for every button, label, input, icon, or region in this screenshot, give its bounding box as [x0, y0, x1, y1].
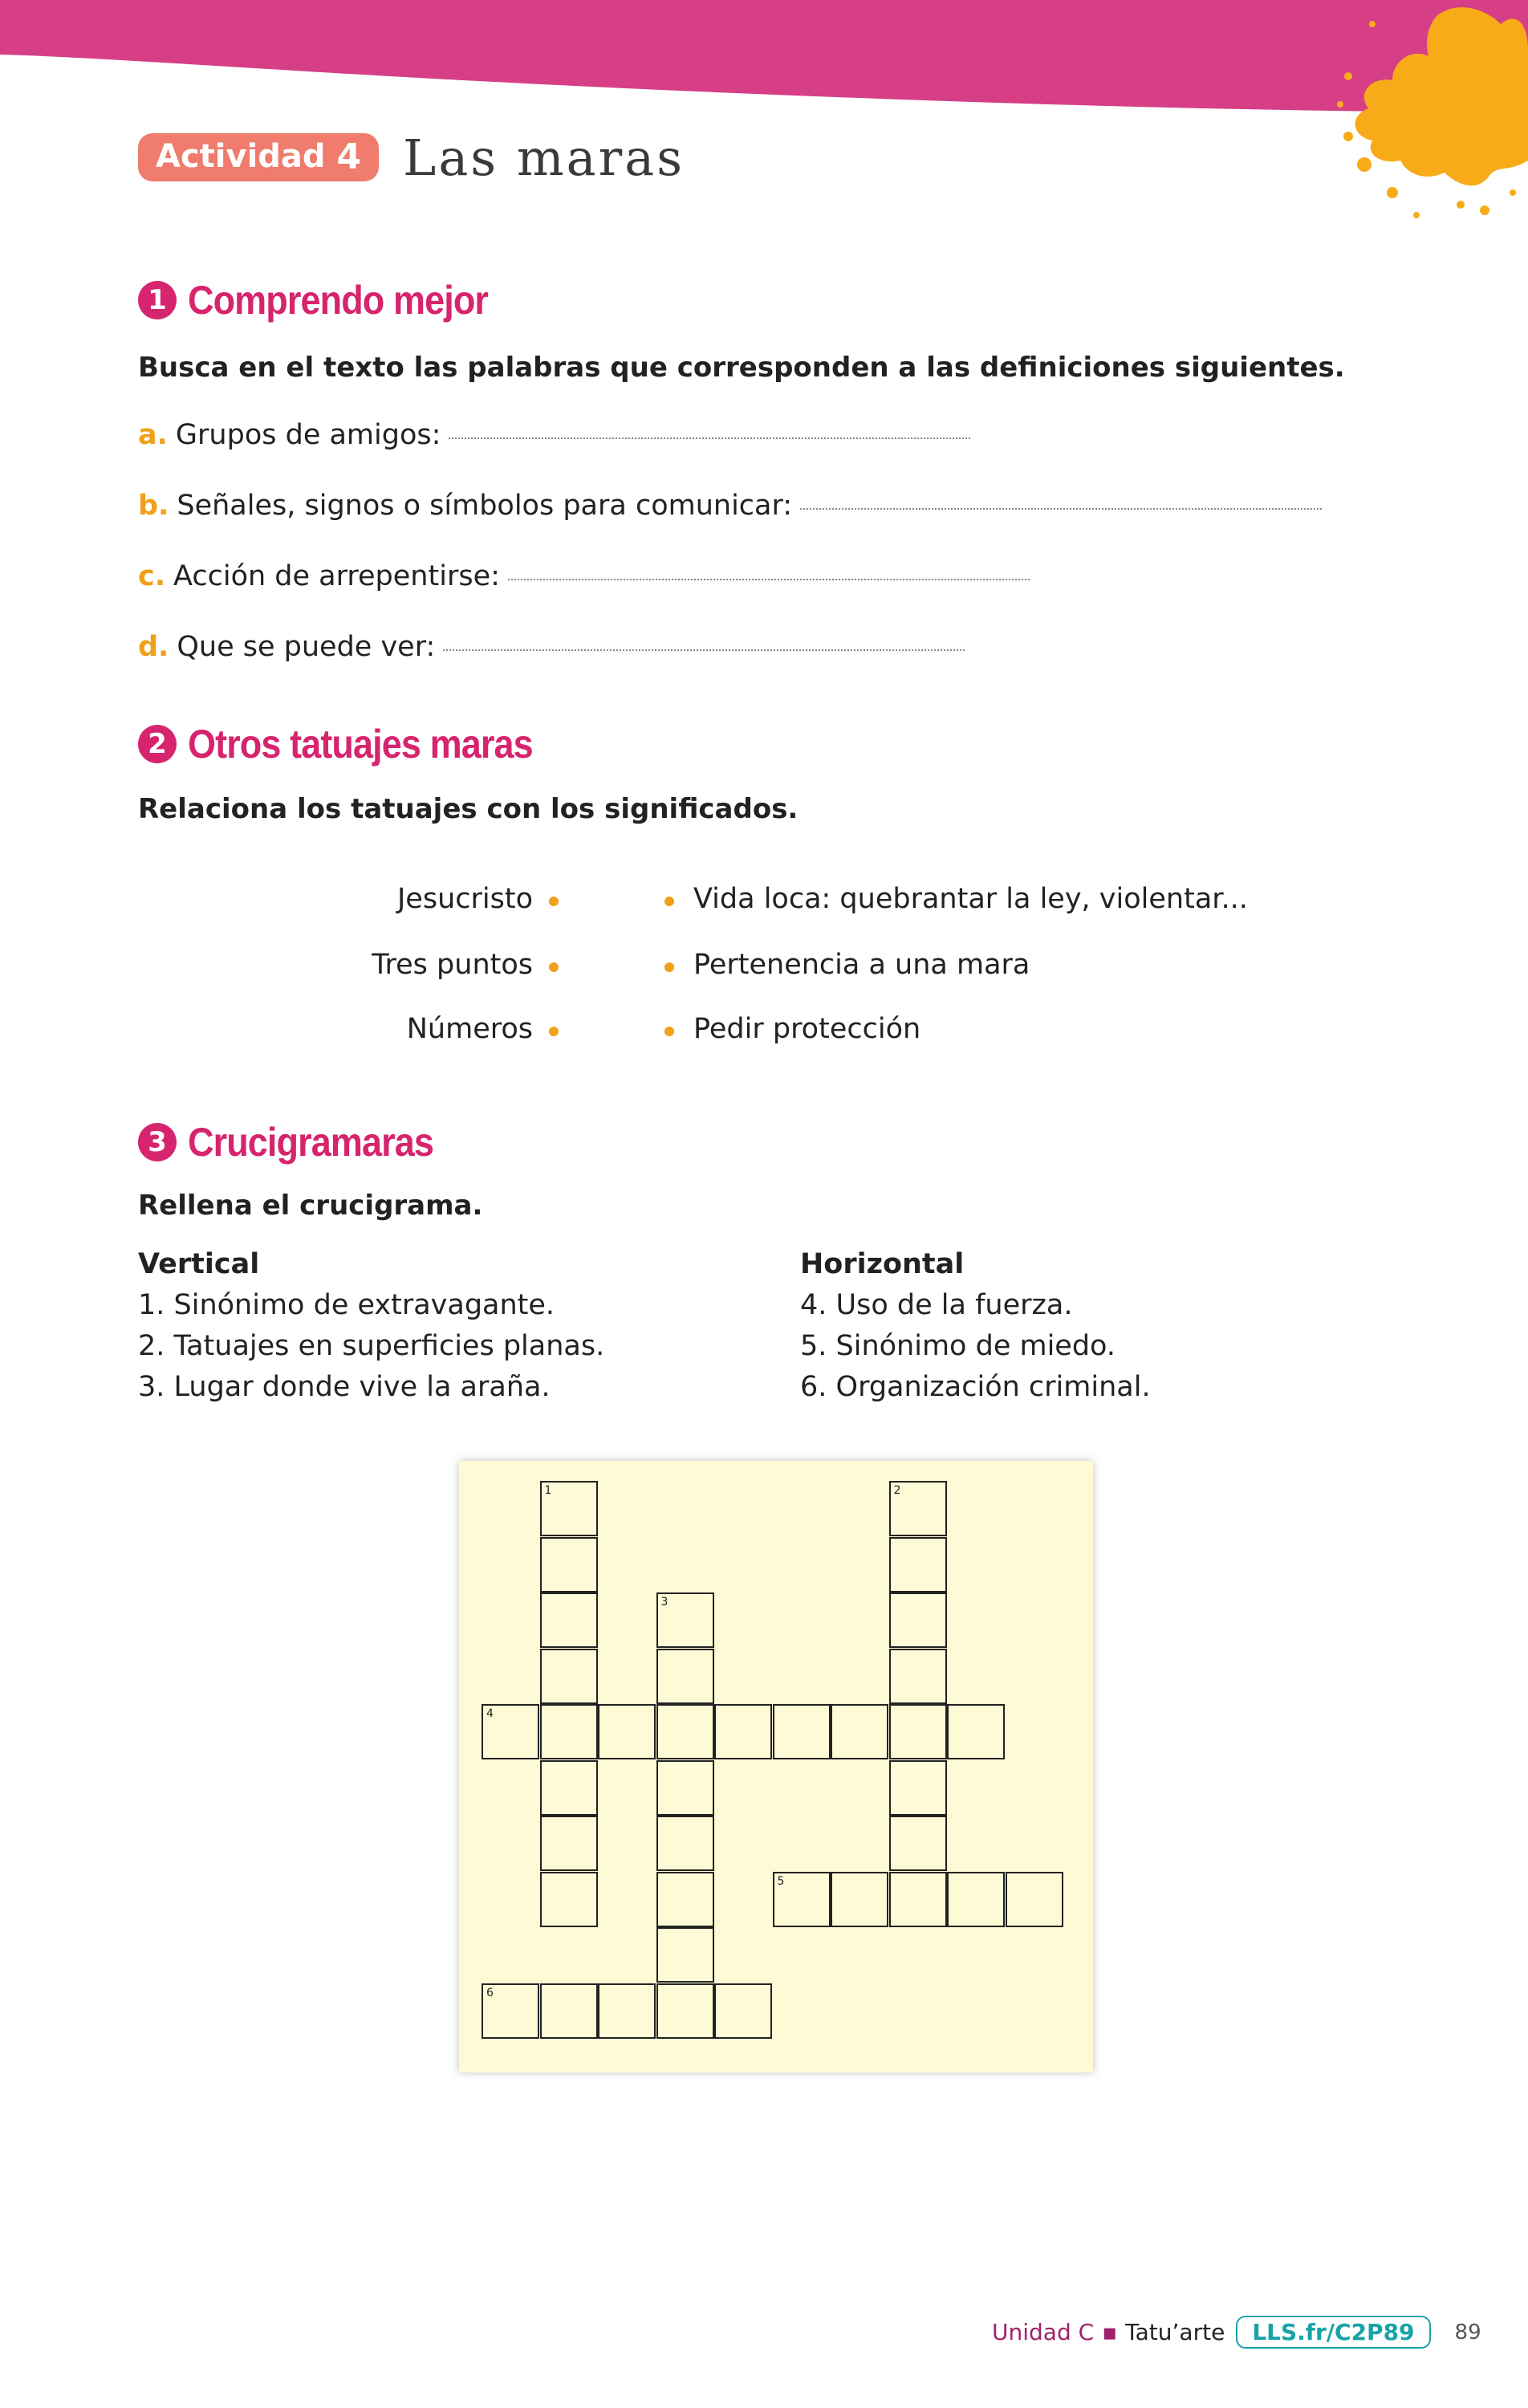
crossword-cell[interactable] [482, 1704, 539, 1759]
crossword-cell[interactable] [540, 1649, 598, 1704]
match-left-item: Jesucristo [396, 883, 533, 915]
footer-link[interactable]: LLS.fr/C2P89 [1236, 2316, 1430, 2349]
answer-line[interactable] [449, 436, 970, 439]
vertical-clues-heading: Vertical [138, 1248, 260, 1280]
clue-item: 4. Uso de la fuerza. [800, 1289, 1073, 1321]
page-footer [992, 2316, 1481, 2349]
answer-line[interactable] [443, 648, 965, 651]
definition-item-c [138, 560, 1030, 592]
crossword-cell[interactable] [889, 1872, 947, 1927]
match-right-item: Pedir protección [693, 1013, 921, 1045]
crossword-cell[interactable] [656, 1927, 714, 1983]
crossword-cell[interactable] [889, 1592, 947, 1648]
crossword-cell[interactable] [540, 1537, 598, 1592]
crossword-clue-number: 2 [893, 1484, 901, 1497]
match-dot-right[interactable] [664, 897, 674, 906]
definition-letter: c. [138, 560, 166, 592]
horizontal-clues-heading: Horizontal [800, 1248, 965, 1280]
crossword-cell[interactable] [656, 1983, 714, 2039]
answer-line[interactable] [800, 506, 1322, 510]
crossword-cell[interactable] [947, 1872, 1005, 1927]
crossword-cell[interactable] [889, 1649, 947, 1704]
crossword-cell[interactable] [540, 1481, 598, 1536]
crossword-cell[interactable] [656, 1816, 714, 1871]
section-2-number: 2 [138, 725, 177, 763]
crossword-cell[interactable] [598, 1704, 656, 1759]
crossword-clue-number: 1 [544, 1484, 552, 1497]
match-dot-right[interactable] [664, 1027, 674, 1036]
section-3-heading [138, 1119, 461, 1165]
clue-item: 6. Organización criminal. [800, 1371, 1151, 1403]
answer-line[interactable] [508, 577, 1030, 580]
crossword-cell[interactable] [540, 1592, 598, 1648]
section-1-instruction: Busca en el texto las palabras que corresponden a las definiciones siguientes. [138, 352, 1345, 384]
definition-text: Señales, signos o símbolos para comunicar: [177, 490, 793, 522]
crossword-cell[interactable] [540, 1704, 598, 1759]
definition-item-a [138, 419, 970, 451]
section-3-instruction: Rellena el crucigrama. [138, 1190, 483, 1222]
crossword-cell[interactable] [831, 1872, 888, 1927]
clue-item: 1. Sinónimo de extravagante. [138, 1289, 555, 1321]
horizontal-clues [800, 1244, 1151, 1408]
crossword-cell[interactable] [540, 1983, 598, 2039]
clue-item: 3. Lugar donde vive la araña. [138, 1371, 551, 1403]
match-left-item: Tres puntos [372, 949, 533, 981]
match-left-item: Números [406, 1013, 533, 1045]
crossword-cell[interactable] [540, 1872, 598, 1927]
crossword-cell[interactable] [773, 1872, 831, 1927]
crossword-cell[interactable] [1006, 1872, 1063, 1927]
crossword-cell[interactable] [773, 1704, 831, 1759]
crossword-cell[interactable] [482, 1983, 539, 2039]
definition-item-d [138, 631, 965, 663]
section-2-heading [138, 721, 571, 767]
crossword-panel [459, 1461, 1093, 2072]
match-dot-left[interactable] [549, 1027, 559, 1036]
header-band [0, 0, 1528, 128]
crossword-cell[interactable] [540, 1816, 598, 1871]
crossword-clue-number: 4 [486, 1707, 494, 1720]
crossword-cell[interactable] [889, 1704, 947, 1759]
paint-splash-icon [1316, 0, 1528, 233]
match-dot-left[interactable] [549, 962, 559, 972]
definition-text: Grupos de amigos: [175, 419, 441, 451]
definition-letter: a. [138, 419, 168, 451]
section-1-title: Comprendo mejor [188, 278, 489, 323]
crossword-cell[interactable] [656, 1872, 714, 1927]
definition-text: Que se puede ver: [177, 631, 436, 663]
definition-letter: b. [138, 490, 169, 522]
section-3-title: Crucigramaras [188, 1120, 433, 1165]
definition-text: Acción de arrepentirse: [173, 560, 500, 592]
footer-unit: Unidad C [992, 2319, 1095, 2345]
crossword-cell[interactable] [714, 1704, 772, 1759]
crossword-cell[interactable] [656, 1704, 714, 1759]
section-3-number: 3 [138, 1123, 177, 1161]
crossword-clue-number: 6 [486, 1986, 494, 1999]
definition-item-b [138, 490, 1322, 522]
crossword-cell[interactable] [656, 1592, 714, 1648]
footer-separator: ▪ [1102, 2319, 1118, 2345]
crossword-cell[interactable] [831, 1704, 888, 1759]
definition-letter: d. [138, 631, 169, 663]
vertical-clues [138, 1244, 604, 1408]
crossword-cell[interactable] [714, 1983, 772, 2039]
crossword-cell[interactable] [889, 1537, 947, 1592]
section-2-title: Otros tatuajes maras [188, 722, 533, 767]
clue-item: 5. Sinónimo de miedo. [800, 1330, 1116, 1362]
crossword-clue-number: 3 [660, 1596, 668, 1609]
page-title: Las maras [403, 128, 685, 187]
activity-badge [138, 133, 379, 181]
footer-topic: Tatu’arte [1125, 2319, 1225, 2345]
match-dot-right[interactable] [664, 962, 674, 972]
section-1-number: 1 [138, 281, 177, 319]
crossword-cell[interactable] [889, 1481, 947, 1536]
crossword-cell[interactable] [598, 1983, 656, 2039]
crossword-cell[interactable] [889, 1816, 947, 1871]
activity-badge-label: Actividad [156, 138, 326, 175]
match-dot-left[interactable] [549, 897, 559, 906]
match-right-item: Vida loca: quebrantar la ley, violentar... [693, 883, 1248, 915]
page-number: 89 [1454, 2320, 1481, 2345]
crossword-cell[interactable] [947, 1704, 1005, 1759]
crossword-cell[interactable] [656, 1760, 714, 1816]
activity-badge-number: 4 [336, 136, 362, 177]
crossword-cell[interactable] [889, 1760, 947, 1816]
crossword-cell[interactable] [656, 1649, 714, 1704]
crossword-cell[interactable] [540, 1760, 598, 1816]
section-2-instruction: Relaciona los tatuajes con los significados. [138, 793, 799, 825]
activity-header [138, 128, 685, 186]
match-right-item: Pertenencia a una mara [693, 949, 1030, 981]
crossword-clue-number: 5 [777, 1874, 785, 1888]
section-1-heading [138, 277, 522, 323]
clue-item: 2. Tatuajes en superficies planas. [138, 1330, 605, 1362]
